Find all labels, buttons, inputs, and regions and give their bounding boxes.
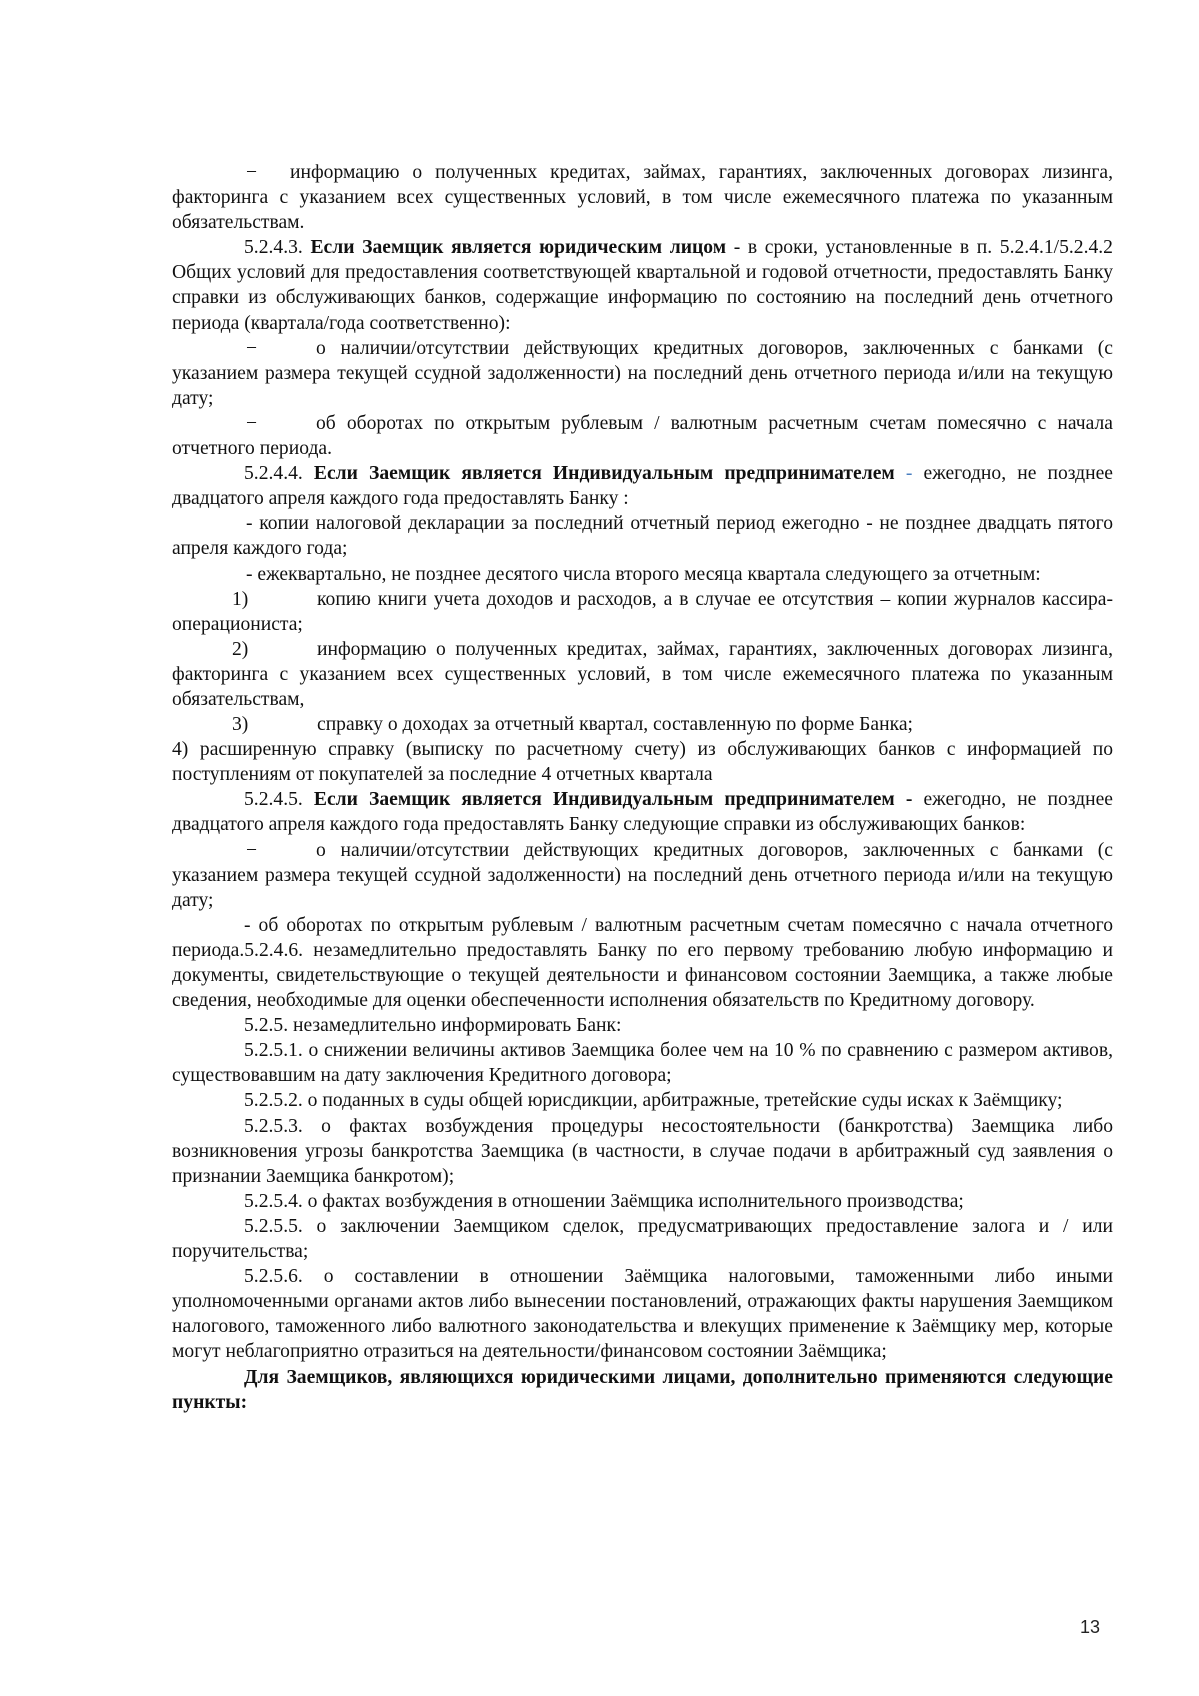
item-number: 3) [232, 714, 249, 736]
clause-5-2-5-5: 5.2.5.5. о заключении Заемщиком сделок, предусматривающих предоставление залога и / или поручительства; [172, 1215, 1113, 1263]
list-item-tax-declaration: - копии налоговой декларации за последний отчетный период ежегодно - не позднее двадцать пятого апреля каждого года; [172, 513, 1113, 560]
clause-5-2-5-2: 5.2.5.2. о поданных в суды общей юрисдикции, арбитражные, третейские суды исках к Заёмщику; [244, 1090, 1063, 1112]
clause-5-2-5-1: 5.2.5.1. о снижении величины активов Заемщика более чем на 10 % по сравнению с размером активов, существовавшим на дату заключения Кредитного договора; [172, 1040, 1113, 1087]
numbered-item-4: 4) расширенную справку (выписку по расчетному счету) из обслуживающих банков с информацией по поступлениям от покупателей за последние 4 отчетных квартала [172, 739, 1113, 786]
clause-heading-individual-entrepreneur-2: Если Заемщик является Индивидуальным предпринимателем - [313, 789, 913, 811]
numbered-item-1: 1) копию книги учета доходов и расходов, а в случае ее отсутствия – копии журналов кассира-операциониста; [172, 588, 1113, 635]
dash-marker: − [246, 337, 258, 359]
dash-marker: − [246, 412, 258, 434]
numbered-item-3: 3) справку о доходах за отчетный квартал, составленную по форме Банка; [172, 712, 1113, 737]
list-item-credit-agreements-2: − о наличии/отсутствии действующих кредитных договоров, заключенных с банками (с указанием размера текущей ссудной задолженности) на последний день отчетного периода и/или на текущую дату; [172, 839, 1113, 911]
accent-dash: - [894, 463, 913, 485]
document-body [172, 160, 1113, 1415]
paragraph-loans-info: − информацию о полученных кредитах, займах, гарантиях, заключенных договорах лизинга, факторинга с указанием всех существенных условий, в том числе ежемесячного платежа по указанным обязательствам. [172, 162, 1113, 234]
list-item-turnover-and-5-2-4-6: - об оборотах по открытым рублевым / валютным расчетным счетам помесячно с начала отчетного периода.5.2.4.6. незамедлительно предоставлять Банку по его первому требованию любую информацию и документы, свидетельствующие о текущей деятельности и финансовом состоянии Заемщика, а также любые сведения, необходимые для оценки обеспеченности исполнения обязательств по Кредитному договору. [172, 914, 1113, 1012]
section-heading-legal-entities: Для Заемщиков, являющихся юридическими лицами, дополнительно применяются следующие пункты: [172, 1366, 1113, 1413]
numbered-item-2: 2) информацию о полученных кредитах, займах, гарантиях, заключенных договорах лизинга, факторинга с указанием всех существенных условий, в том числе ежемесячного платежа по указанным обязательствам, [172, 638, 1113, 710]
list-item-account-turnover: − об оборотах по открытым рублевым / валютным расчетным счетам помесячно с начала отчетного периода. [172, 412, 1113, 460]
clause-5-2-4-3: 5.2.4.3. Если Заемщик является юридическим лицом - в сроки, установленные в п. 5.2.4.1/5.2.4.2 Общих условий для предоставления соответствующей квартальной и годовой отчетности, предоставлять Банку справки из обслуживающих банков, содержащие информацию по состоянию на последний день отчетного периода (квартала/года соответственно): [172, 237, 1113, 334]
clause-5-2-5: 5.2.5. незамедлительно информировать Банк: [244, 1015, 622, 1037]
clause-5-2-5-3: 5.2.5.3. о фактах возбуждения процедуры несостоятельности (банкротства) Заемщика либо возникновения угрозы банкротства Заемщика (в частности, в случае подачи в арбитражный суд заявления о признании Заемщика банкротом); [172, 1115, 1113, 1187]
clause-5-2-4-5: 5.2.4.5. Если Заемщик является Индивидуальным предпринимателем - ежегодно, не позднее двадцатого апреля каждого года предоставлять Банку следующие справки из обслуживающих банков: [172, 789, 1113, 836]
clause-heading-legal-entity: Если Заемщик является юридическим лицом [310, 237, 727, 259]
list-item-credit-agreements: − о наличии/отсутствии действующих кредитных договоров, заключенных с банками (с указанием размера текущей ссудной задолженности) на последний день отчетного периода и/или на текущую дату; [172, 337, 1113, 409]
clause-5-2-4-4: 5.2.4.4. Если Заемщик является Индивидуальным предпринимателем - ежегодно, не позднее двадцатого апреля каждого года предоставлять Банку : [172, 463, 1114, 510]
clause-5-2-5-6: 5.2.5.6. о составлении в отношении Заёмщика налоговыми, таможенными либо иными уполномоченными органами актов либо вынесении постановлений, отражающих факты нарушения Заемщиком налогового, таможенного либо валютного законодательства и влекущих применение к Заёмщику мер, которые могут неблагоприятно отразиться на деятельности/финансовом состоянии Заёмщика; [172, 1266, 1113, 1363]
clause-5-2-5-4: 5.2.5.4. о фактах возбуждения в отношении Заёмщика исполнительного производства; [244, 1190, 964, 1212]
list-item-quarterly: - ежеквартально, не позднее десятого числа второго месяца квартала следующего за отчетным: [246, 563, 1041, 585]
dash-marker: − [246, 162, 258, 183]
clause-heading-individual-entrepreneur: Если Заемщик является Индивидуальным предпринимателем [313, 463, 895, 485]
item-number: 1) [232, 588, 249, 610]
dash-marker: − [246, 839, 258, 861]
item-number: 2) [232, 638, 249, 660]
page-number: 13 [1080, 1617, 1101, 1637]
